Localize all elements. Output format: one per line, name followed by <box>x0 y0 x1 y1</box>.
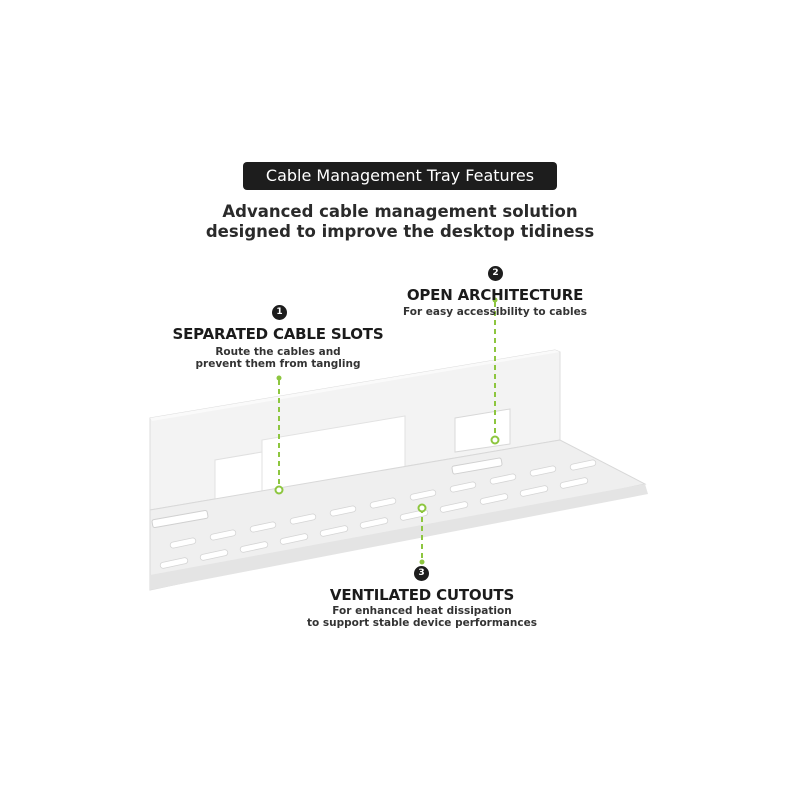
feature-1-badge: 1 <box>272 305 287 320</box>
callout-dot-1 <box>276 487 283 494</box>
subtitle-line-2: designed to improve the desktop tidiness <box>205 222 595 241</box>
feature-1-desc: Route the cables and prevent them from tangling <box>195 346 361 370</box>
feature-3-badge: 3 <box>414 566 429 581</box>
subtitle-line-1: Advanced cable management solution <box>222 202 578 221</box>
header-title: Cable Management Tray Features <box>265 166 535 185</box>
feature-2-title: OPEN ARCHITECTURE <box>406 286 584 304</box>
feature-2-badge: 2 <box>488 266 503 281</box>
feature-1-title: SEPARATED CABLE SLOTS <box>172 325 384 343</box>
feature-2-desc: For easy accessibility to cables <box>402 306 588 318</box>
callout-dot-2 <box>492 437 499 444</box>
feature-3-title: VENTILATED CUTOUTS <box>329 586 515 604</box>
feature-3-desc: For enhanced heat dissipation to support stable device performances <box>307 605 537 629</box>
callout-dot-3 <box>419 505 426 512</box>
